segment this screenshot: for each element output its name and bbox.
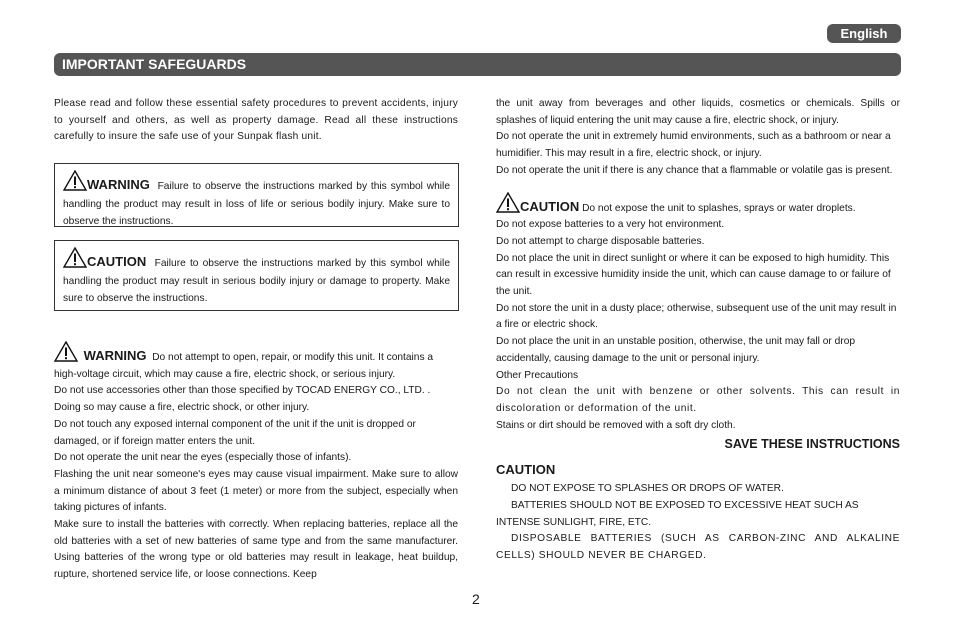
warning-item: Flashing the unit near someone's eyes may cause visual impairment. Make sure to allow a minimum distance of about 3 feet (1 meter) or more from the subject, especially when taking pictures of infants. (54, 468, 458, 514)
caution-definition-box (54, 240, 459, 311)
warning-section (54, 341, 458, 584)
caution-caps-item: DO NOT EXPOSE TO SPLASHES OR DROPS OF WATER. (511, 483, 784, 495)
caution-section-keyword: CAUTION (520, 198, 580, 214)
continued-item: Do not operate the unit if there is any chance that a flammable or volatile gas is present. (496, 164, 893, 176)
language-badge: English (827, 24, 901, 43)
warning-definition-box (54, 163, 459, 227)
warning-definition-text: Failure to observe the instructions marked by this symbol while handling the product may result in loss of life or serious bodily injury. Make sure to observe the instructions. (63, 181, 450, 227)
caution-item: Do not place the unit in direct sunlight or where it can be exposed to high humidity. This can result in excessive humidity inside the unit, which can cause damage to or failure of the unit. (496, 252, 891, 298)
other-precautions-label: Other Precautions (496, 369, 579, 381)
warning-first (54, 341, 458, 383)
caution-caps-item: BATTERIES SHOULD NOT BE EXPOSED TO EXCESSIVE HEAT SUCH AS INTENSE SUNLIGHT, FIRE, ETC. (496, 500, 859, 528)
right-column (496, 96, 900, 565)
warning-triangle-icon (54, 341, 78, 362)
caution-item: Do not place the unit in an unstable position, otherwise, the unit may fall or drop accidentally, causing damage to the unit or personal injury. (496, 336, 856, 364)
caution-definition-text: Failure to observe the instructions marked by this symbol while handling the product may result in serious bodily injury or damage to property. Make sure to observe the instructions. (63, 258, 450, 304)
caution-item: Do not attempt to charge disposable batteries. (496, 235, 705, 247)
caution-first (496, 192, 900, 218)
warning-section-keyword: WARNING (83, 348, 147, 363)
intro-paragraph (54, 96, 458, 146)
warning-first-text: Do not attempt to open, repair, or modify this unit. It contains a high-voltage circuit, which may cause a fire, electric shock, or serious injury. (54, 352, 434, 380)
section-title: IMPORTANT SAFEGUARDS (54, 53, 901, 76)
caution-heading: CAUTION (496, 462, 556, 478)
warning-keyword: WARNING (87, 177, 150, 192)
warning-triangle-icon (63, 247, 87, 268)
caution-item: Do not store the unit in a dusty place; otherwise, subsequent use of the unit may result in a fire or electric shock. (496, 302, 897, 331)
page-number: 2 (472, 591, 480, 607)
caution-caps-item: DISPOSABLE BATTERIES (SUCH AS CARBON-ZINC AND ALKALINE CELLS) SHOULD NEVER BE CHARGED. (496, 533, 900, 562)
warning-triangle-icon (63, 170, 87, 191)
warning-item: Do not touch any exposed internal component of the unit if the unit is dropped or damaged, or if foreign matter enters the unit. (54, 418, 416, 447)
warning-triangle-icon (496, 192, 520, 213)
continued-item: Do not operate the unit in extremely humid environments, such as a bathroom or near a humidifier. This may result in a fire, electric shock, or injury. (496, 131, 891, 160)
save-instructions: SAVE THESE INSTRUCTIONS (724, 437, 900, 452)
warning-item: Do not use accessories other than those specified by TOCAD ENERGY CO., LTD. . Doing so may cause a fire, electric shock, or other injury. (54, 385, 431, 414)
caution-item: Do not clean the unit with benzene or other solvents. This can result in discoloration or deformation of the unit. (496, 386, 900, 414)
continued-item: the unit away from beverages and other liquids, cosmetics or chemicals. Spills or splashes of liquid entering the unit may cause a fire, electric shock, or injury. (496, 98, 900, 126)
caution-item: Stains or dirt should be removed with a soft dry cloth. (496, 419, 736, 431)
caution-first-text: Do not expose the unit to splashes, sprays or water droplets. (582, 202, 856, 214)
intro-text: Please read and follow these essential safety procedures to prevent accidents, injury to yourself and others, as well as property damage. Read all these instructions carefully to insure the safe use of your Sunpak flash unit. (54, 98, 458, 143)
warning-item: Make sure to install the batteries with correctly. When replacing batteries, replace all the old batteries with a set of new batteries of same type and from the same manufacturer. Using batteries of the wrong type or old batteries may result in leakage, heat buildup, rupture, shortened service life, or loose connections. Keep (54, 519, 458, 581)
caution-keyword: CAUTION (87, 254, 147, 269)
caution-item: Do not expose batteries to a very hot environment. (496, 219, 725, 231)
warning-item: Do not operate the unit near the eyes (especially those of infants). (54, 452, 352, 464)
